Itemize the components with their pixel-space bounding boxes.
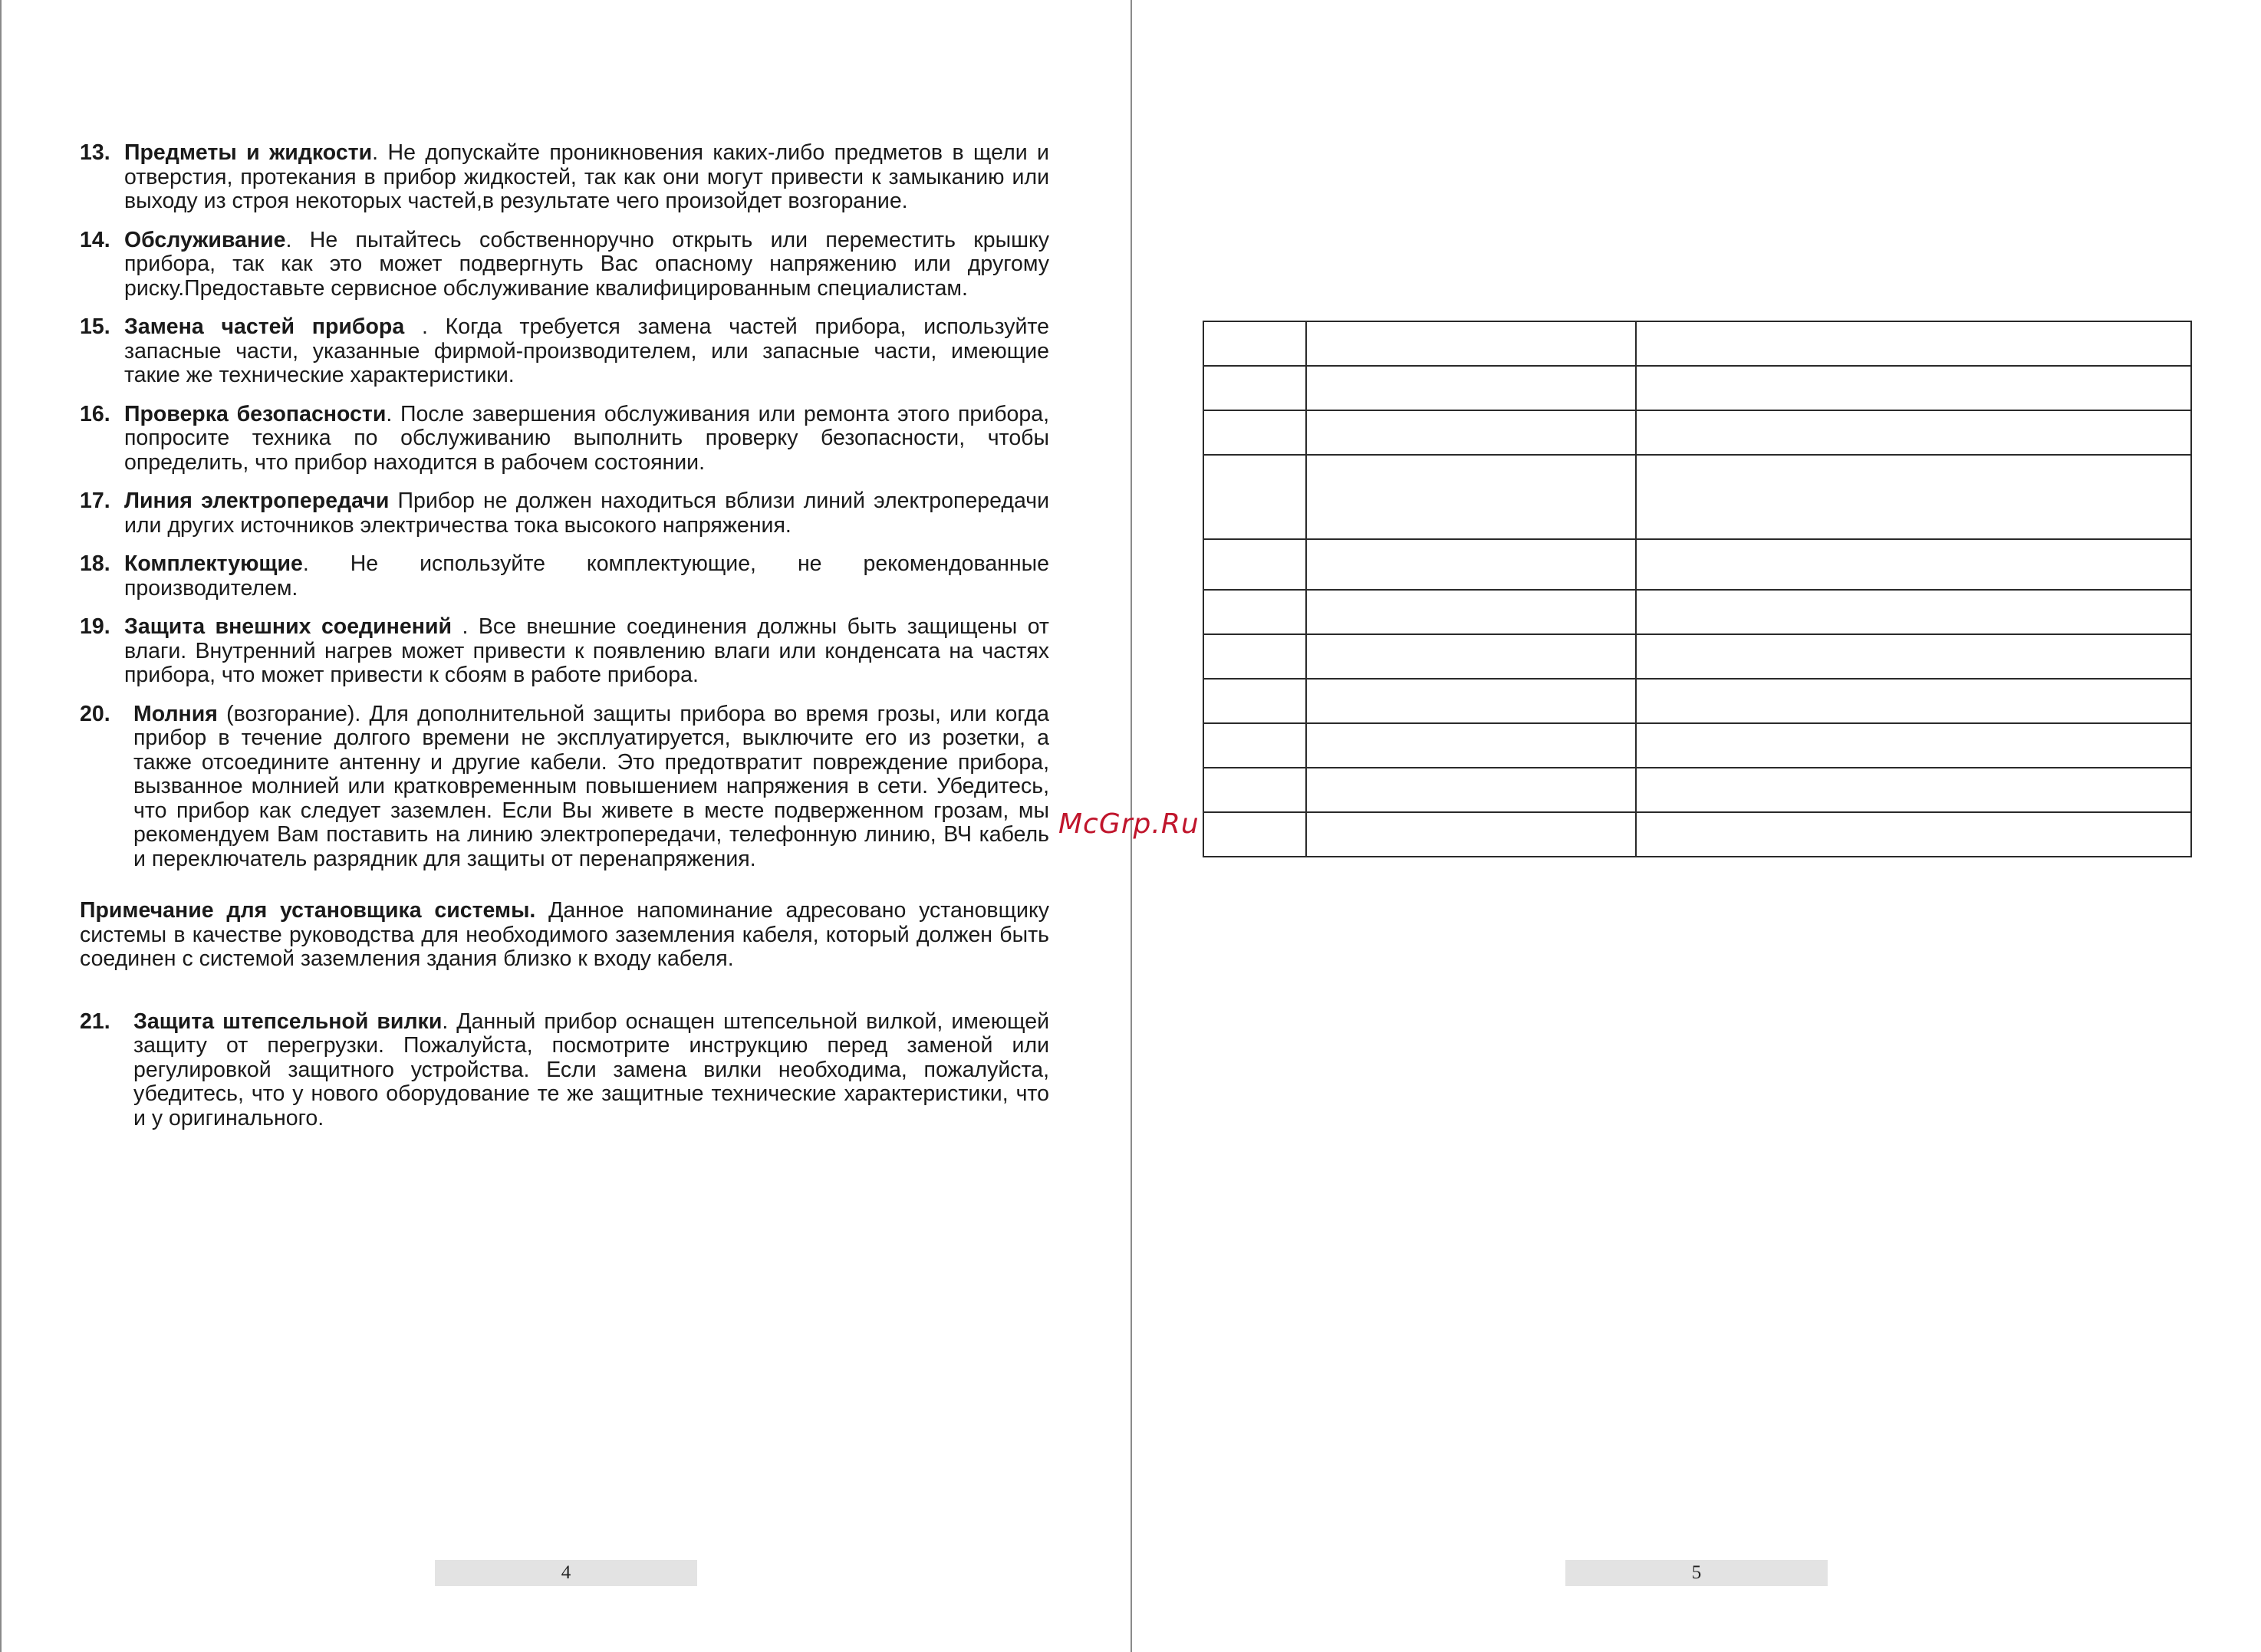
table-cell	[1306, 590, 1636, 634]
item-number: 16.	[80, 401, 110, 426]
table-cell	[1203, 812, 1306, 857]
table-cell	[1306, 539, 1636, 590]
item-text: (возгорание). Для дополнительной защиты прибора во время грозы, или когда прибор в течение долгого времени не эксплуатируется, выключите его из розетки, а также отсоедините антенну и другие кабели. Это предотвратит повреждение прибора, вызванное молнией или кратковременным повышением напряжения в сети. Убедитесь, что прибор как следует заземлен. Если Вы живете в месте подверженном грозам, мы рекомендуем Вам поставить на линию электропередачи, телефонную линию, ВЧ кабель и переключатель разрядник для защиты от перенапряжения.	[133, 701, 1049, 871]
list-item-20	[80, 703, 1049, 872]
item-number: 20.	[80, 701, 110, 726]
note-heading: Примечание для установщика системы.	[80, 898, 536, 923]
table-cell	[1203, 455, 1306, 539]
table-cell	[1203, 723, 1306, 768]
list-item-13	[80, 141, 1049, 214]
table-row	[1203, 590, 2191, 634]
table-row	[1203, 366, 2191, 410]
page-number-right: 5	[1565, 1560, 1828, 1586]
table-cell	[1636, 321, 2191, 366]
table-cell	[1203, 590, 1306, 634]
table-cell	[1636, 812, 2191, 857]
list-item-14	[80, 229, 1049, 301]
item-number: 19.	[80, 614, 110, 639]
note-text: Данное напоминание адресовано установщику системы в качестве руководства для необходимого заземления кабеля, который должен быть соединен с системой заземления здания близко к входу кабеля.	[80, 898, 1049, 971]
table-cell	[1203, 539, 1306, 590]
item-heading: Защита штепсельной вилки	[133, 1009, 443, 1034]
table-cell	[1306, 679, 1636, 723]
item-heading: Молния	[133, 701, 218, 726]
table-row	[1203, 679, 2191, 723]
list-item-21	[80, 1010, 1049, 1131]
item-number: 18.	[80, 551, 110, 576]
list-item-16	[80, 403, 1049, 476]
item-heading: Проверка безопасности	[124, 401, 387, 426]
table-cell	[1636, 539, 2191, 590]
item-text: . Не пытайтесь собственноручно открыть или переместить крышку прибора, так как это может подвергнуть Вас опасному напряжению или другому риску.Предоставьте сервисное обслуживание квалифицированным специалистам.	[124, 227, 1049, 301]
item-body	[124, 552, 1049, 601]
item-heading: Комплектующие	[124, 551, 303, 576]
table-cell	[1636, 723, 2191, 768]
item-heading: Линия электропередачи	[124, 489, 390, 513]
item-body	[124, 489, 1049, 538]
table-cell	[1636, 410, 2191, 455]
table-row	[1203, 723, 2191, 768]
item-text: . Данный прибор оснащен штепсельной вилкой, имеющей защиту от перегрузки. Пожалуйста, посмотрите инструкцию перед заменой или регулировкой защитного устройства. Если замена вилки необходима, пожалуйста, убедитесь, что у нового оборудование те же защитные технические характеристики, что и у оригинального.	[133, 1009, 1049, 1130]
table-cell	[1636, 590, 2191, 634]
table-cell	[1636, 366, 2191, 410]
table-row	[1203, 812, 2191, 857]
table-row	[1203, 410, 2191, 455]
table-row	[1203, 539, 2191, 590]
table-cell	[1636, 455, 2191, 539]
item-body	[124, 403, 1049, 476]
table-cell	[1306, 812, 1636, 857]
item-body	[124, 229, 1049, 301]
list-item-15	[80, 315, 1049, 388]
item-body	[124, 141, 1049, 214]
item-number: 14.	[80, 227, 110, 252]
item-body	[133, 703, 1049, 872]
table-cell	[1306, 410, 1636, 455]
item-text: . Когда требуется замена частей прибора, используйте запасные части, указанные фирмой-производителем, или запасные части, имеющие такие же технические характеристики.	[124, 314, 1050, 387]
left-page-content	[80, 141, 1049, 1145]
table-cell	[1203, 768, 1306, 812]
table-cell	[1306, 723, 1636, 768]
item-heading: Предметы и жидкости	[124, 140, 373, 165]
table-cell	[1203, 679, 1306, 723]
item-body	[124, 315, 1049, 388]
table-cell	[1306, 366, 1636, 410]
spec-table	[1203, 321, 2192, 857]
item-heading: Обслуживание	[124, 227, 286, 252]
table-row	[1203, 455, 2191, 539]
item-text: . После завершения обслуживания или ремонта этого прибора, попросите техника по обслуживанию выполнить проверку безопасности, чтобы определить, что прибор находится в рабочем состоянии.	[124, 401, 1049, 475]
item-text: . Не используйте комплектующие, не рекомендованные производителем.	[124, 551, 1049, 601]
installer-note	[80, 899, 1049, 972]
table-row	[1203, 768, 2191, 812]
list-item-18	[80, 552, 1049, 601]
item-number: 13.	[80, 140, 110, 165]
table-cell	[1203, 410, 1306, 455]
page-number-left: 4	[435, 1560, 697, 1586]
table-row	[1203, 634, 2191, 679]
item-heading: Замена частей прибора	[124, 314, 405, 339]
left-page-edge	[0, 0, 2, 1652]
table-cell	[1203, 366, 1306, 410]
table-row	[1203, 321, 2191, 366]
watermark: McGrp.Ru	[1058, 808, 1200, 840]
item-number: 15.	[80, 314, 110, 339]
table-cell	[1636, 634, 2191, 679]
table-cell	[1636, 679, 2191, 723]
table-cell	[1306, 455, 1636, 539]
list-item-19	[80, 615, 1049, 688]
item-number: 17.	[80, 489, 110, 513]
list-item-17	[80, 489, 1049, 538]
table-cell	[1203, 634, 1306, 679]
item-heading: Защита внешних соединений	[124, 614, 452, 639]
item-body	[133, 1010, 1049, 1131]
table-cell	[1203, 321, 1306, 366]
item-body	[124, 615, 1049, 688]
table-cell	[1306, 634, 1636, 679]
table-cell	[1636, 768, 2191, 812]
table-cell	[1306, 321, 1636, 366]
item-text: . Все внешние соединения должны быть защищены от влаги. Внутренний нагрев может привести к появлению влаги или конденсата на частях прибора, что может привести к сбоям в работе прибора.	[124, 614, 1049, 687]
item-text: Прибор не должен находиться вблизи линий электропередачи или других источников электричества тока высокого напряжения.	[124, 489, 1049, 538]
table-cell	[1306, 768, 1636, 812]
item-number: 21.	[80, 1009, 110, 1034]
item-text: . Не допускайте проникновения каких-либо предметов в щели и отверстия, протекания в прибор жидкостей, так как они могут привести к замыканию или выходу из строя некоторых частей,в результате чего произойдет возгорание.	[124, 140, 1049, 213]
